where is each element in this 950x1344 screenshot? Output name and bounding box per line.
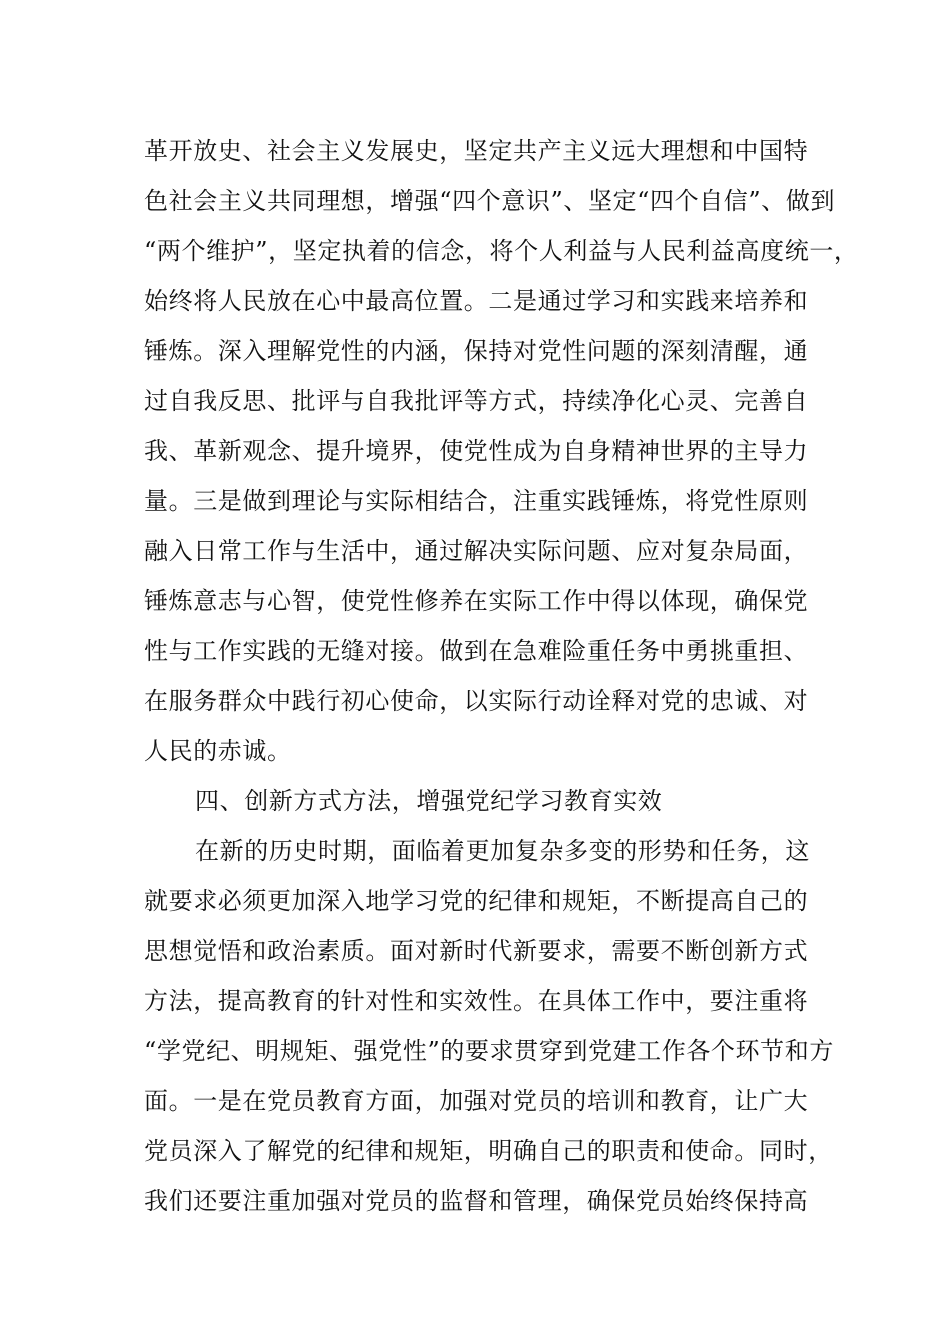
text-line: 就要求必须更加深入地学习党的纪律和规矩，不断提高自己的	[144, 887, 809, 915]
section-heading: 四、创新方式方法，增强党纪学习教育实效	[195, 787, 663, 815]
text-line: 过自我反思、批评与自我批评等方式，持续净化心灵、完善自	[144, 387, 809, 415]
text-line: “学党纪、明规矩、强党性”的要求贯穿到党建工作各个环节和方	[144, 1037, 834, 1065]
text-line: 党员深入了解党的纪律和规矩，明确自己的职责和使命。同时，	[144, 1137, 833, 1165]
text-line: 融入日常工作与生活中，通过解决实际问题、应对复杂局面，	[144, 537, 809, 565]
text-line: 思想觉悟和政治素质。面对新时代新要求，需要不断创新方式	[144, 937, 809, 965]
text-line: 面。一是在党员教育方面，加强对党员的培训和教育，让广大	[144, 1087, 809, 1115]
text-line: 色社会主义共同理想，增强“四个意识”、坚定“四个自信”、做到	[144, 187, 836, 215]
text-line: 始终将人民放在心中最高位置。二是通过学习和实践来培养和	[144, 287, 809, 315]
text-line: 在服务群众中践行初心使命，以实际行动诠释对党的忠诚、对	[144, 687, 809, 715]
text-line: 在新的历史时期，面临着更加复杂多变的形势和任务，这	[195, 837, 810, 865]
text-line: 我、革新观念、提升境界，使党性成为自身精神世界的主导力	[144, 437, 809, 465]
text-line: 锤炼意志与心智，使党性修养在实际工作中得以体现，确保党	[144, 587, 809, 615]
text-line: 革开放史、社会主义发展史，坚定共产主义远大理想和中国特	[144, 137, 809, 165]
text-line: “两个维护”，坚定执着的信念，将个人利益与人民利益高度统一，	[144, 237, 859, 265]
text-line: 性与工作实践的无缝对接。做到在急难险重任务中勇挑重担、	[144, 637, 809, 665]
text-line: 量。三是做到理论与实际相结合，注重实践锤炼，将党性原则	[144, 487, 809, 515]
text-line: 我们还要注重加强对党员的监督和管理，确保党员始终保持高	[144, 1187, 809, 1215]
text-line: 方法，提高教育的针对性和实效性。在具体工作中，要注重将	[144, 987, 809, 1015]
text-line: 人民的赤诚。	[144, 737, 292, 765]
text-line: 锤炼。深入理解党性的内涵，保持对党性问题的深刻清醒，通	[144, 337, 809, 365]
